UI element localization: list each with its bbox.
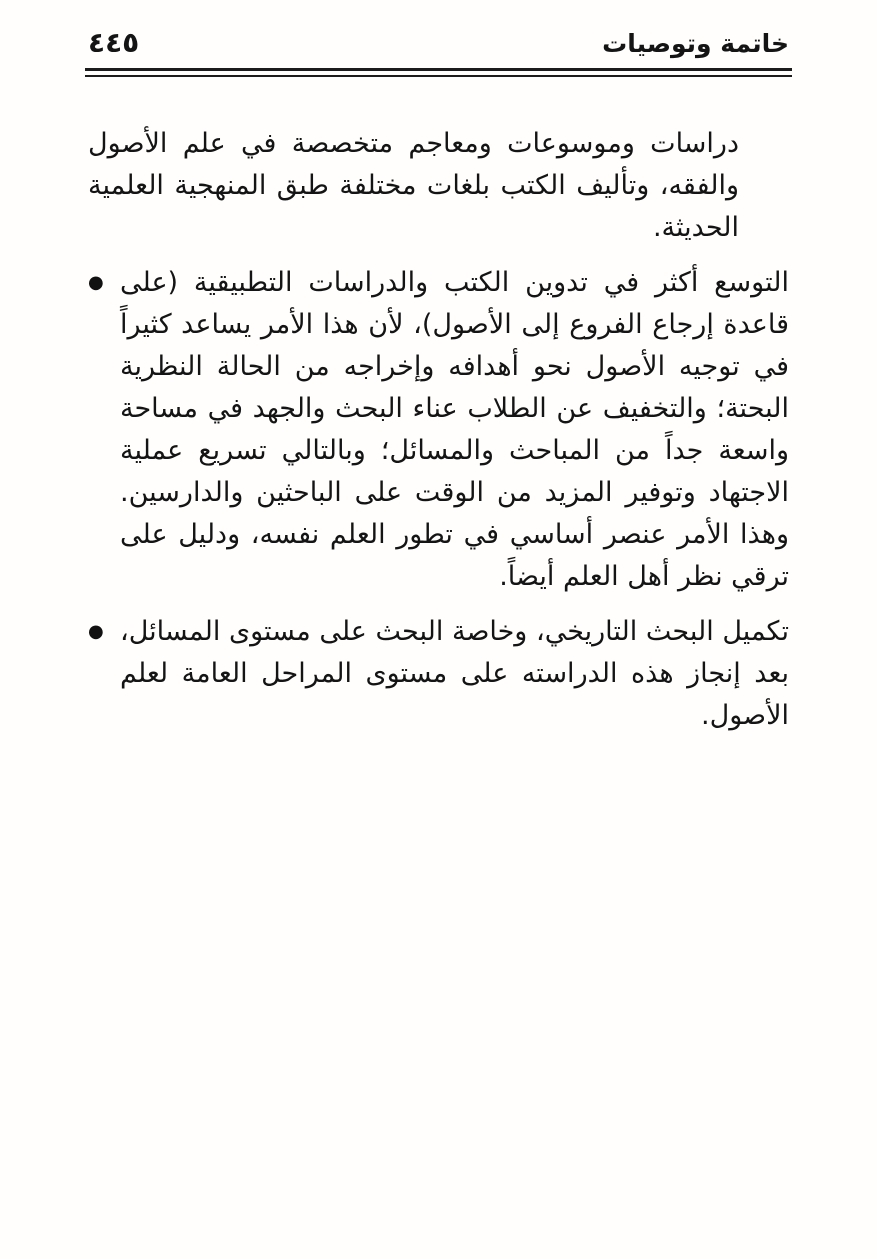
header-rule <box>85 68 792 77</box>
bullet-paragraph: تكميل البحث التاريخي، وخاصة البحث على مستوى المسائل، بعد إنجاز هذه الدراسته على مستوى المراحل العامة لعلم الأصول. <box>120 616 789 731</box>
page-header <box>0 0 877 59</box>
header-rule-top <box>85 68 792 71</box>
page-body <box>0 77 877 737</box>
page-number: ٤٤٥ <box>88 26 140 59</box>
bullet-paragraph: التوسع أكثر في تدوين الكتب والدراسات التطبيقية (على قاعدة إرجاع الفروع إلى الأصول)، لأن هذا الأمر يساعد كثيراً في توجيه الأصول نحو أهدافه وإخراجه من الحالة النظرية البحتة؛ والتخفيف عن الطلاب عناء البحث والجهد في مساحة واسعة جداً من المباحث والمسائل؛ وبالتالي تسريع عملية الاجتهاد وتوفير المزيد من الوقت على الباحثين والدارسين. وهذا الأمر عنصر أساسي في تطور العلم نفسه، ودليل على ترقي نظر أهل العلم أيضاً. <box>120 267 789 592</box>
chapter-title: خاتمة وتوصيات <box>602 29 789 58</box>
bullet-icon: ● <box>88 272 104 293</box>
bullet-item <box>88 611 789 737</box>
bullet-icon: ● <box>88 621 104 642</box>
bullet-item <box>88 262 789 598</box>
continuation-paragraph: دراسات وموسوعات ومعاجم متخصصة في علم الأصول والفقه، وتأليف الكتب بلغات مختلفة طبق المنهجية العلمية الحديثة. <box>88 128 739 243</box>
